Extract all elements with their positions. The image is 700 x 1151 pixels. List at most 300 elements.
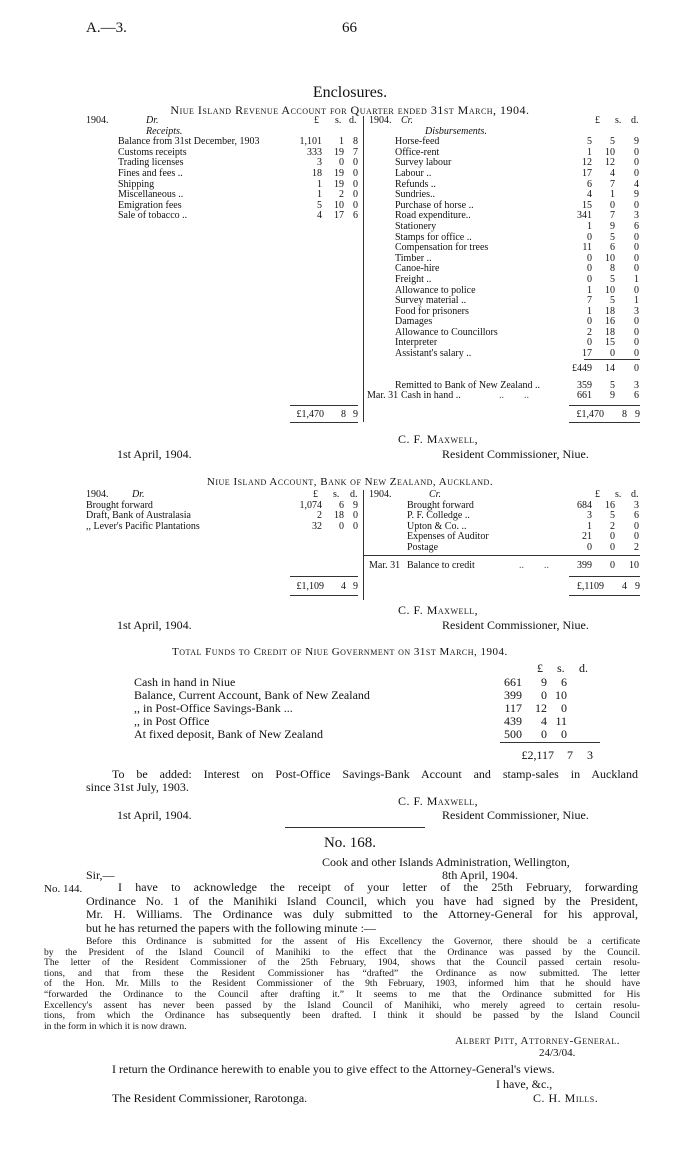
- item-label: Customs receipts: [118, 146, 187, 158]
- item-label: Shipping: [118, 178, 155, 190]
- bank-cr-total: [569, 582, 640, 593]
- item-label: ,, in Post Office: [134, 714, 210, 728]
- bank-title: Niue Island Account, Bank of New Zealand, Auckland.: [206, 476, 494, 488]
- item-label: Timber ..: [395, 252, 432, 264]
- amount-pence: 9: [353, 499, 358, 511]
- cash-label: Cash in hand ..: [401, 390, 461, 402]
- amount-shillings: 9: [610, 220, 615, 232]
- amount-pence: 0: [634, 263, 639, 275]
- item-label: Office-rent: [395, 146, 440, 158]
- amount-pounds: 1: [587, 146, 592, 158]
- col-pound: £: [313, 489, 318, 500]
- amount-pounds: 15: [582, 199, 592, 211]
- amount-pence: 0: [353, 167, 358, 179]
- item-label: Stationery: [395, 220, 437, 232]
- divider-rule: [285, 827, 425, 828]
- item-label: Stamps for office ..: [395, 231, 472, 243]
- funds-note: To be added: Interest on Post-Office Savings-Bank Account and stamp-sales in Auckland: [112, 767, 638, 781]
- subtotal-rule: [584, 359, 640, 360]
- page-ref: A.—3.: [86, 20, 127, 36]
- funds-row: [134, 727, 600, 740]
- amount-pounds: 1: [587, 220, 592, 232]
- total-shillings: 8: [341, 409, 346, 420]
- amount-pounds: 5: [587, 136, 592, 148]
- total-rule: [500, 742, 600, 743]
- item-label: Allowance to Councillors: [395, 326, 498, 338]
- item-label: Horse-feed: [395, 136, 440, 148]
- amount-shillings: 16: [605, 499, 615, 511]
- item-label: Assistant's salary ..: [395, 348, 472, 360]
- total-shillings: 7: [567, 748, 573, 762]
- paragraph-line: I have to acknowledge the receipt of your letter of the 25th February, forwarding: [118, 880, 638, 894]
- subtotal-pounds: £449: [572, 363, 592, 374]
- amount-pence: 0: [634, 520, 639, 532]
- col-pence: d.: [631, 489, 639, 500]
- amount-pence: 3: [634, 499, 639, 511]
- revenue-cr-year: 1904.: [369, 115, 392, 126]
- amount-pence: 6: [634, 220, 639, 232]
- item-label: Allowance to police: [395, 284, 476, 296]
- amount-pounds: 0: [587, 541, 592, 553]
- amount-pounds: 32: [312, 520, 322, 532]
- item-label: Survey labour: [395, 157, 452, 169]
- amount-pounds: 21: [582, 531, 592, 543]
- ledger-row: [86, 169, 358, 180]
- amount-pence: 3: [634, 210, 639, 222]
- item-label: Emigration fees: [118, 199, 182, 211]
- funds-title: Total Funds to Credit of Niue Government on 31st March, 1904.: [172, 646, 508, 658]
- amount-pounds: 17: [582, 167, 592, 179]
- funds-row: [134, 688, 600, 701]
- col-pence: d.: [631, 115, 639, 126]
- item-label: Fines and fees ..: [118, 167, 183, 179]
- bank-dr-total: [290, 582, 358, 593]
- bank-balance: [369, 561, 639, 572]
- funds-row: [134, 701, 600, 714]
- balance-label: Balance to credit: [407, 560, 475, 571]
- item-label: Upton & Co. ..: [407, 520, 467, 532]
- amount-shillings: 18: [605, 326, 615, 338]
- amount-shillings: 5: [610, 510, 615, 522]
- balance-shillings: 0: [610, 560, 615, 571]
- amount-pounds: 2: [587, 326, 592, 338]
- amount-pence: 8: [353, 136, 358, 148]
- amount-shillings: 5: [610, 136, 615, 148]
- item-label: Postage: [407, 541, 439, 553]
- total-pounds: £2,117: [521, 748, 554, 762]
- total-pounds: £1,109: [296, 581, 324, 592]
- amount-pence: 0: [634, 348, 639, 360]
- divider-rule: [363, 555, 640, 556]
- col-shilling: s.: [333, 489, 340, 500]
- amount-shillings: 0: [339, 157, 344, 169]
- item-label: Brought forward: [407, 499, 474, 511]
- total-rule: [569, 422, 640, 423]
- amount-pounds: 3: [317, 157, 322, 169]
- amount-pounds: 1: [317, 178, 322, 190]
- total-pence: 9: [353, 409, 358, 420]
- amount-shillings: 0: [541, 688, 547, 702]
- cash-shillings: 9: [610, 390, 615, 402]
- cash-date: Mar. 31: [367, 390, 399, 402]
- ledger-row: [369, 543, 639, 554]
- amount-shillings: 0: [610, 531, 615, 543]
- amount-pounds: 4: [587, 189, 592, 201]
- total-rule: [290, 576, 358, 577]
- revenue-dr-year: 1904.: [86, 115, 109, 126]
- amount-pence: 0: [561, 701, 567, 715]
- amount-pence: 0: [634, 316, 639, 328]
- bank-dr-table: [86, 490, 358, 532]
- item-label: ,, in Post-Office Savings-Bank ...: [134, 701, 293, 715]
- revenue-dr-sub: Receipts.: [146, 125, 183, 137]
- amount-pounds: 7: [587, 295, 592, 307]
- item-label: Draft, Bank of Australasia: [86, 510, 191, 522]
- item-label: Canoe-hire: [395, 263, 440, 275]
- col-pence: d.: [579, 661, 588, 675]
- signature-name: C. F. Maxwell,: [398, 432, 479, 446]
- item-label: Refunds ..: [395, 178, 436, 190]
- revenue-cr-total: [569, 410, 640, 421]
- item-label: Balance from 31st December, 1903: [118, 136, 260, 148]
- funds-total: [500, 748, 600, 762]
- amount-pounds: 18: [312, 167, 322, 179]
- minute-date: 24/3/04.: [539, 1047, 576, 1059]
- funds-row: [134, 675, 600, 688]
- amount-pounds: 5: [317, 199, 322, 211]
- amount-shillings: 18: [334, 510, 344, 522]
- funds-row: [134, 714, 600, 727]
- amount-pence: 6: [353, 210, 358, 222]
- col-shilling: s.: [335, 115, 342, 126]
- amount-pounds: 17: [582, 348, 592, 360]
- bank-cr-year: 1904.: [369, 489, 392, 500]
- remitted-label: Remitted to Bank of New Zealand ..: [395, 379, 540, 391]
- item-label: Compensation for trees: [395, 242, 489, 254]
- ledger-row: [369, 222, 639, 233]
- amount-shillings: 2: [339, 189, 344, 201]
- item-label: Interpreter: [395, 337, 438, 349]
- bank-dr-label: Dr.: [132, 489, 145, 500]
- amount-pounds: 0: [587, 263, 592, 275]
- amount-shillings: 1: [339, 136, 344, 148]
- letter-paragraph-1: [86, 881, 638, 935]
- amount-pounds: 439: [504, 714, 522, 728]
- minute-line: Before this Ordinance is submitted for the assent of His Excellency the Governor, there should be a certificate: [86, 936, 640, 947]
- date-line: 1st April, 1904.: [117, 447, 192, 461]
- amount-pence: 0: [634, 326, 639, 338]
- page-number: 66: [342, 20, 357, 36]
- amount-pounds: 0: [587, 231, 592, 243]
- section-title: Enclosures.: [312, 84, 388, 101]
- amount-shillings: 19: [334, 167, 344, 179]
- salutation: Sir,—: [86, 868, 115, 882]
- paragraph-line: Ordinance No. 1 of the Manihiki Island Council, which you have had signed by the President,: [86, 893, 638, 908]
- amount-pence: 0: [634, 284, 639, 296]
- amount-pounds: 1: [317, 189, 322, 201]
- total-rule: [569, 405, 640, 406]
- amount-pounds: 117: [504, 701, 522, 715]
- amount-pence: 0: [634, 167, 639, 179]
- item-label: ,, Lever's Pacific Plantations: [86, 520, 200, 532]
- item-label: At fixed deposit, Bank of New Zealand: [134, 727, 323, 741]
- amount-pence: 1: [634, 273, 639, 285]
- amount-pounds: 0: [587, 252, 592, 264]
- amount-pounds: 333: [307, 146, 322, 158]
- item-label: Expenses of Auditor: [407, 531, 489, 543]
- date-line: 1st April, 1904.: [117, 618, 192, 632]
- ledger-row: [369, 275, 639, 286]
- funds-note-cont: since 31st July, 1903.: [86, 780, 189, 794]
- letter-paragraph-2: I return the Ordinance herewith to enable you to give effect to the Attorney-General's views.: [112, 1062, 555, 1076]
- amount-pence: 3: [634, 305, 639, 317]
- margin-reference: No. 144.: [44, 883, 83, 895]
- col-shilling: s.: [557, 661, 565, 675]
- amount-pence: 6: [561, 675, 567, 689]
- amount-shillings: 0: [339, 520, 344, 532]
- signature-title: Resident Commissioner, Niue.: [442, 447, 589, 461]
- amount-pence: 0: [353, 157, 358, 169]
- col-shilling: s.: [615, 115, 622, 126]
- amount-shillings: 10: [605, 252, 615, 264]
- funds-table: [134, 675, 600, 740]
- amount-pence: 9: [634, 136, 639, 148]
- minute-line: tions, from which the Ordinance has subsequently been drafted. I think it should be passed by the Island Council: [44, 1010, 640, 1022]
- item-label: Labour ..: [395, 167, 432, 179]
- item-label: Purchase of horse ..: [395, 199, 474, 211]
- column-divider: [363, 116, 364, 422]
- amount-pence: 10: [555, 688, 567, 702]
- amount-shillings: 5: [610, 273, 615, 285]
- closing: I have, &c.,: [496, 1077, 553, 1091]
- amount-shillings: 5: [610, 295, 615, 307]
- item-label: Freight ..: [395, 273, 432, 285]
- amount-shillings: 6: [610, 242, 615, 254]
- item-label: Sale of tobacco ..: [118, 210, 188, 222]
- amount-pence: 11: [555, 714, 567, 728]
- letter-date: 8th April, 1904.: [442, 868, 519, 882]
- amount-pounds: 1,074: [299, 499, 322, 511]
- amount-shillings: 10: [605, 284, 615, 296]
- amount-shillings: 19: [334, 178, 344, 190]
- remitted-shillings: 5: [610, 379, 615, 391]
- col-shilling: s.: [615, 489, 622, 500]
- amount-pence: 0: [634, 242, 639, 254]
- amount-shillings: 8: [610, 263, 615, 275]
- revenue-cr-sub: Disbursements.: [425, 125, 487, 137]
- paragraph-line: Mr. H. Williams. The Ordinance was duly submitted to the Attorney-General for his approval,: [86, 907, 638, 921]
- col-pound: £: [314, 115, 319, 126]
- total-rule: [290, 405, 358, 406]
- remitted-pence: 3: [634, 379, 639, 391]
- amount-pence: 0: [353, 199, 358, 211]
- balance-pence: 10: [629, 560, 639, 571]
- amount-pounds: 661: [504, 675, 522, 689]
- minute-line: The letter of the Resident Commissioner of the 25th February, 1904, shows that the Council passed certain resolu-: [44, 957, 640, 969]
- total-pence: 9: [635, 581, 640, 592]
- amount-shillings: 7: [610, 210, 615, 222]
- ledger-row: [86, 522, 358, 533]
- signer: C. H. Mills.: [533, 1091, 599, 1105]
- total-pounds: £1,470: [576, 409, 604, 420]
- remitted-pounds: 359: [577, 379, 592, 391]
- amount-shillings: 5: [610, 231, 615, 243]
- letter-number: No. 168.: [323, 835, 377, 851]
- amount-pounds: 3: [587, 510, 592, 522]
- amount-shillings: 0: [541, 727, 547, 741]
- signature-name: C. F. Maxwell,: [398, 794, 479, 808]
- revenue-dr-total: [290, 410, 358, 421]
- recipient: The Resident Commissioner, Rarotonga.: [112, 1091, 308, 1105]
- letter-address: Cook and other Islands Administration, Wellington,: [322, 855, 570, 869]
- amount-shillings: 19: [334, 146, 344, 158]
- item-label: Damages: [395, 316, 433, 328]
- amount-pounds: 0: [587, 337, 592, 349]
- amount-shillings: 4: [541, 714, 547, 728]
- total-shillings: 4: [622, 581, 627, 592]
- amount-pence: 0: [634, 231, 639, 243]
- amount-pence: 0: [634, 199, 639, 211]
- total-pence: 9: [353, 581, 358, 592]
- bank-dr-year: 1904.: [86, 489, 109, 500]
- item-label: Sundries..: [395, 189, 435, 201]
- total-rule: [569, 595, 640, 596]
- paragraph-line: but he has returned the papers with the following minute :—: [86, 920, 376, 935]
- amount-shillings: 10: [334, 199, 344, 211]
- total-pounds: £1,470: [296, 409, 324, 420]
- amount-pence: 2: [634, 541, 639, 553]
- amount-pounds: 1: [587, 305, 592, 317]
- amount-shillings: 0: [610, 348, 615, 360]
- signature-name: C. F. Maxwell,: [398, 603, 479, 617]
- item-label: Trading licenses: [118, 157, 184, 169]
- total-rule: [290, 595, 358, 596]
- amount-pounds: 500: [504, 727, 522, 741]
- cash-pence: 6: [634, 390, 639, 402]
- item-label: P. F. Colledge ..: [407, 510, 470, 522]
- amount-pounds: 684: [577, 499, 592, 511]
- balance-date: Mar. 31: [369, 560, 401, 571]
- revenue-dr-label: Dr.: [146, 115, 159, 126]
- ledger-row: [86, 211, 358, 222]
- total-pence: 9: [635, 409, 640, 420]
- balance-pounds: 399: [577, 560, 592, 571]
- minute-signer: Albert Pitt, Attorney-General.: [455, 1035, 621, 1047]
- ledger-row: [369, 169, 639, 180]
- total-pence: 3: [587, 748, 593, 762]
- item-label: Cash in hand in Niue: [134, 675, 236, 689]
- amount-pence: 0: [634, 337, 639, 349]
- amount-pence: 9: [634, 189, 639, 201]
- amount-pounds: 11: [582, 242, 592, 254]
- amount-pounds: 6: [587, 178, 592, 190]
- amount-pounds: 0: [587, 273, 592, 285]
- amount-pence: 0: [634, 157, 639, 169]
- subtotal-shillings: 14: [605, 363, 615, 374]
- total-shillings: 4: [341, 581, 346, 592]
- item-label: Brought forward: [86, 499, 153, 511]
- amount-pence: 0: [561, 727, 567, 741]
- amount-pounds: 1: [587, 284, 592, 296]
- total-rule: [290, 422, 358, 423]
- amount-shillings: 0: [610, 541, 615, 553]
- amount-shillings: 0: [610, 199, 615, 211]
- amount-shillings: 9: [541, 675, 547, 689]
- revenue-dr-table: [86, 116, 358, 222]
- revenue-cr-label: Cr.: [401, 115, 413, 126]
- amount-shillings: 2: [610, 520, 615, 532]
- amount-pounds: 2: [317, 510, 322, 522]
- amount-pounds: 4: [317, 210, 322, 222]
- minute-line: of the Hon. Mr. Mills to the Resident Commissioner of the 9th February, 1903, informed him that he should have: [44, 978, 640, 990]
- leader-dots: .. ..: [499, 390, 529, 402]
- minute-line: Excellency's assent has never been passed by the Island Council of Manihiki, who merely agreed to certain resolu-: [44, 999, 640, 1011]
- amount-pence: 0: [634, 531, 639, 543]
- amount-pounds: 341: [577, 210, 592, 222]
- minute-line: tions, and that from these the Resident Commissioner has “drafted” the Ordinance as now submitted. The letter: [44, 967, 640, 979]
- col-pound: £: [595, 489, 600, 500]
- amount-shillings: 18: [605, 305, 615, 317]
- amount-shillings: 6: [339, 499, 344, 511]
- signature-title: Resident Commissioner, Niue.: [442, 808, 589, 822]
- amount-shillings: 16: [605, 316, 615, 328]
- amount-shillings: 15: [605, 337, 615, 349]
- col-pound: £: [537, 661, 543, 675]
- minute-line: “forwarded the Ordinance to the Council after drafting it.” It seems to me that the Ordinance submitted for His: [44, 988, 640, 1000]
- amount-pounds: 12: [582, 157, 592, 169]
- amount-shillings: 7: [610, 178, 615, 190]
- column-divider: [363, 490, 364, 600]
- item-label: Road expenditure..: [395, 210, 471, 222]
- revenue-cr-summary: [369, 364, 639, 402]
- amount-pounds: 1,101: [299, 136, 322, 148]
- amount-pounds: 0: [587, 316, 592, 328]
- col-pence: d.: [349, 115, 357, 126]
- amount-pence: 0: [353, 189, 358, 201]
- item-label: Miscellaneous ..: [118, 189, 184, 201]
- attorney-minute: [44, 937, 640, 1032]
- amount-pence: 6: [634, 510, 639, 522]
- total-pounds: £,1109: [576, 581, 604, 592]
- amount-shillings: 4: [610, 167, 615, 179]
- minute-signature: [455, 1035, 620, 1047]
- col-pound: £: [595, 115, 600, 126]
- revenue-cr-table: [369, 116, 639, 360]
- leader-dots: .. ..: [519, 560, 549, 571]
- item-label: Survey material ..: [395, 295, 467, 307]
- amount-shillings: 10: [605, 146, 615, 158]
- amount-pence: 0: [634, 252, 639, 264]
- amount-pence: 0: [353, 520, 358, 532]
- amount-pence: 0: [353, 510, 358, 522]
- subtotal-pence: 0: [634, 363, 639, 374]
- amount-pence: 4: [634, 178, 639, 190]
- date-line: 1st April, 1904.: [117, 808, 192, 822]
- minute-line: by the President of the Island Council of Manihiki to the effect that the Ordinance was passed by the Council.: [44, 946, 640, 958]
- minute-line: in the form in which it is now drawn.: [44, 1020, 187, 1032]
- amount-shillings: 12: [535, 701, 547, 715]
- total-shillings: 8: [622, 409, 627, 420]
- amount-pence: 0: [353, 178, 358, 190]
- amount-shillings: 12: [605, 157, 615, 169]
- amount-shillings: 1: [610, 189, 615, 201]
- amount-shillings: 17: [334, 210, 344, 222]
- signature-title: Resident Commissioner, Niue.: [442, 618, 589, 632]
- amount-pounds: 1: [587, 520, 592, 532]
- amount-pounds: 399: [504, 688, 522, 702]
- cash-pounds: 661: [577, 390, 592, 402]
- bank-cr-label: Cr.: [429, 489, 441, 500]
